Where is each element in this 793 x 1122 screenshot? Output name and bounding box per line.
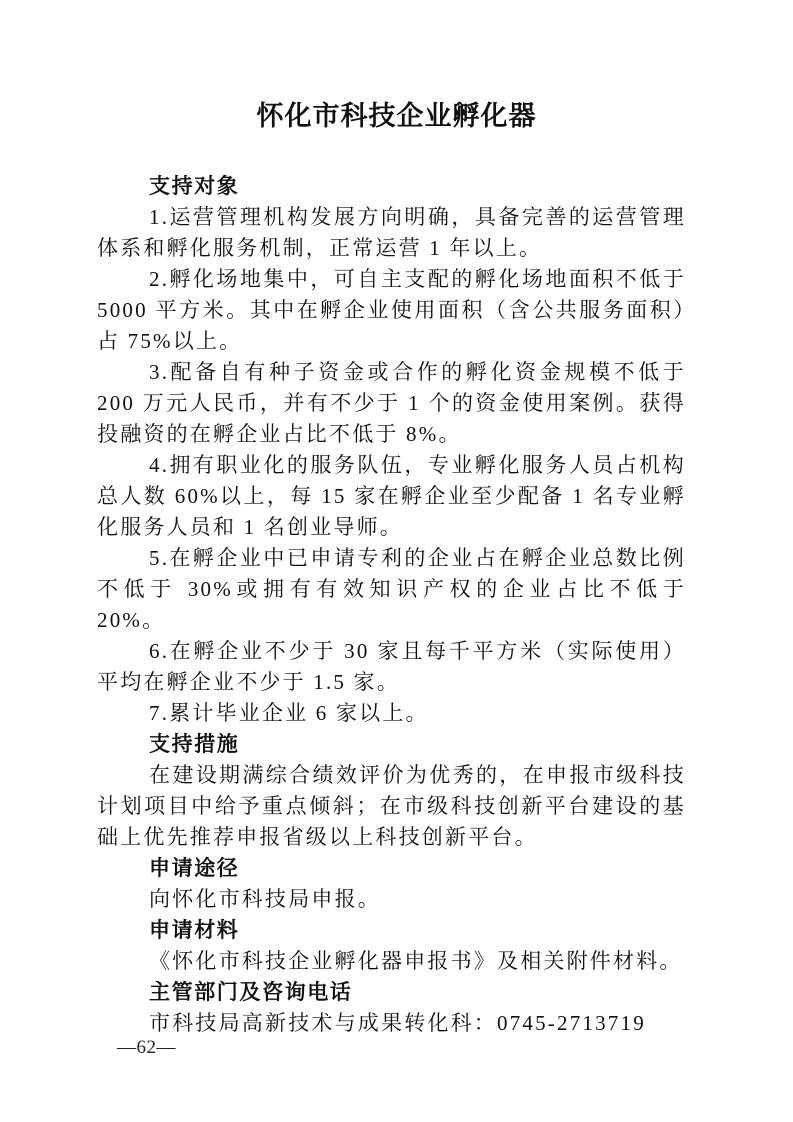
application-channel-paragraph: 向怀化市科技局申报。 — [149, 887, 381, 911]
page-title: 怀化市科技企业孵化器 — [256, 101, 537, 131]
support-target-clause-1: 1.运营管理机构发展方向明确，具备完善的运营管理体系和孵化服务机制，正常运营 1 年以上。 — [97, 205, 686, 260]
support-measures-paragraph: 在建设期满综合绩效评价为优秀的，在申报市级科技计划项目中给予重点倾斜；在市级科技创新平台建设的基础上优先推荐申报省级以上科技创新平台。 — [97, 763, 686, 849]
support-target-clause-7: 7.累计毕业企业 6 家以上。 — [149, 701, 429, 725]
support-target-clause-3: 3.配备自有种子资金或合作的孵化资金规模不低于 200 万元人民币，并有不少于 1 个的资金使用案例。获得投融资的在孵企业占比不低于 8%。 — [97, 360, 686, 446]
section-heading-support-measures: 支持措施 — [149, 733, 240, 756]
section-heading-authority-contact: 主管部门及咨询电话 — [149, 981, 353, 1004]
page-number: —62— — [117, 1037, 176, 1058]
support-target-clause-6: 6.在孵企业不少于 30 家且每千平方米（实际使用）平均在孵企业不少于 1.5 家。 — [97, 639, 686, 694]
section-heading-application-channel: 申请途径 — [149, 857, 240, 880]
support-target-clause-4: 4.拥有职业化的服务队伍，专业孵化服务人员占机构总人数 60%以上，每 15 家在孵企业至少配备 1 名专业孵化服务人员和 1 名创业导师。 — [97, 453, 686, 539]
support-target-clause-5: 5.在孵企业中已申请专利的企业占在孵企业总数比例不低于 30%或拥有有效知识产权的企业占比不低于 20%。 — [97, 546, 686, 632]
section-heading-application-materials: 申请材料 — [149, 919, 240, 942]
application-materials-paragraph: 《怀化市科技企业孵化器申报书》及相关附件材料。 — [149, 949, 683, 973]
authority-contact-paragraph: 市科技局高新技术与成果转化科：0745-2713719 — [149, 1011, 646, 1035]
support-target-clause-2: 2.孵化场地集中，可自主支配的孵化场地面积不低于 5000 平方米。其中在孵企业使用面积（含公共服务面积）占 75%以上。 — [97, 267, 686, 353]
section-heading-support-targets: 支持对象 — [149, 175, 240, 198]
document-body — [97, 171, 686, 1039]
